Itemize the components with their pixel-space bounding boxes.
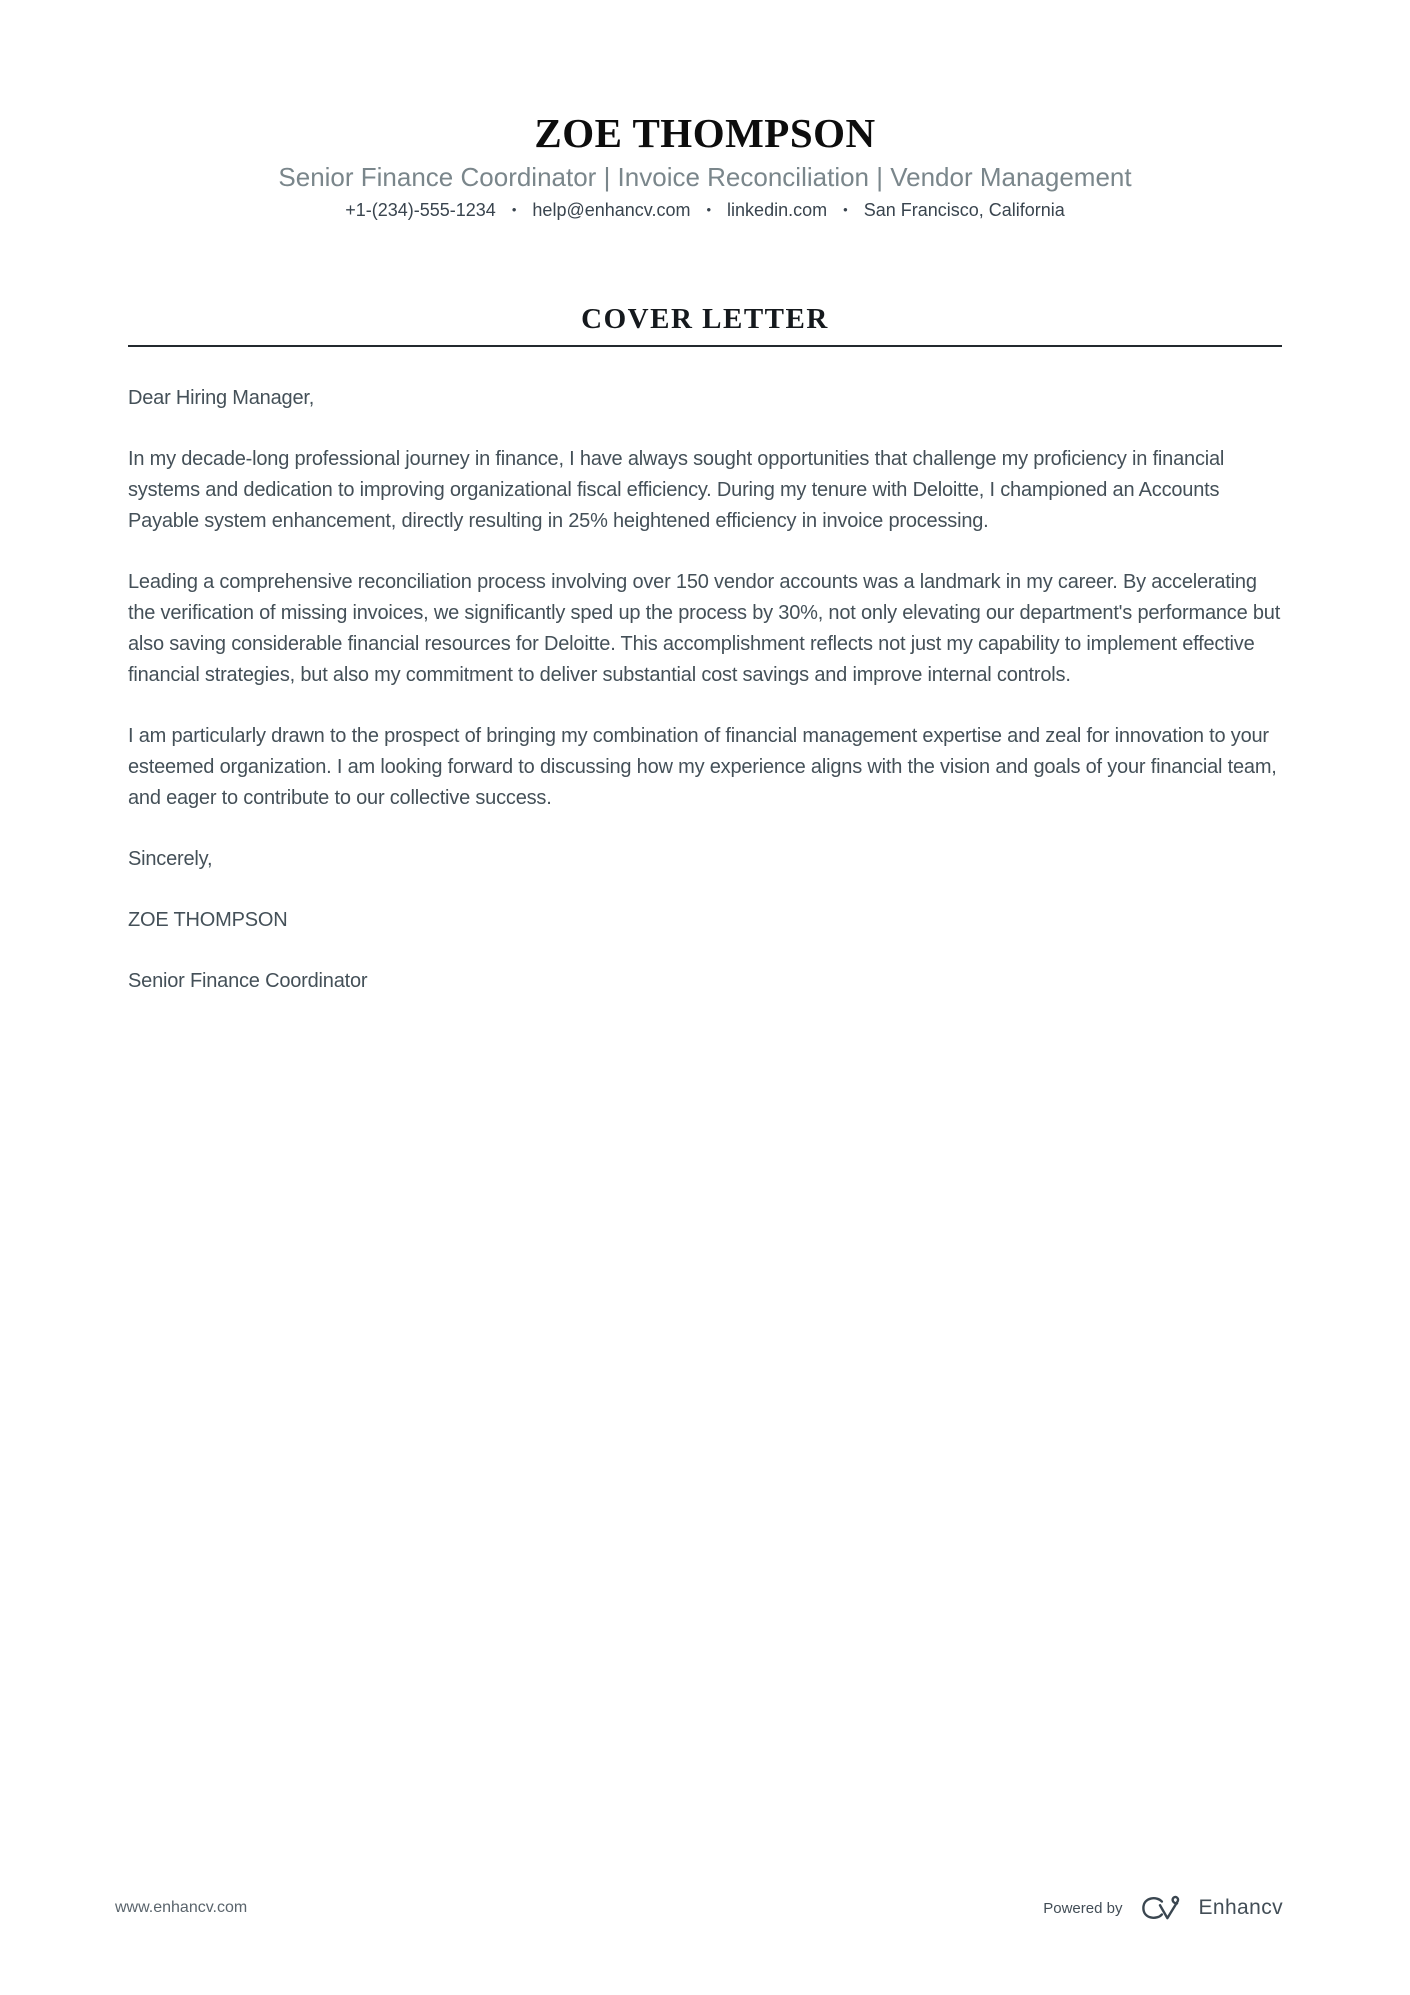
- contact-phone: +1-(234)-555-1234: [345, 200, 496, 220]
- contact-email: help@enhancv.com: [532, 200, 691, 220]
- bullet-separator-icon: •: [843, 202, 848, 217]
- contact-location: San Francisco, California: [863, 200, 1065, 220]
- candidate-headline: Senior Finance Coordinator | Invoice Reconciliation | Vendor Management: [278, 162, 1132, 192]
- candidate-name: ZOE THOMPSON: [534, 110, 876, 156]
- paragraph-1: In my decade-long professional journey in finance, I have always sought opportunities that challenge my proficiency in financial systems and dedication to improving organizational fiscal efficiency. During my tenure with Deloitte, I championed an Accounts Payable system enhancement, directly resulting in 25% heightened efficiency in invoice processing.: [128, 448, 1225, 532]
- contact-line: [0, 198, 1410, 222]
- footer: [0, 1893, 1410, 1923]
- signature-name: ZOE THOMPSON: [128, 909, 288, 931]
- cover-letter-section: [0, 302, 1410, 997]
- paragraph-2: Leading a comprehensive reconciliation process involving over 150 vendor accounts was a landmark in my career. By accelerating the verification of missing invoices, we significantly sped up the process by 30%, not only elevating our department's performance but also saving considerable financial resources for Deloitte. This accomplishment reflects not just my capability to implement effective financial strategies, but also my commitment to deliver substantial cost savings and improve internal controls.: [128, 571, 1281, 686]
- bullet-separator-icon: •: [511, 202, 517, 217]
- section-title: COVER LETTER: [581, 303, 829, 335]
- footer-website-link[interactable]: www.enhancv.com: [115, 1899, 248, 1916]
- powered-by-label: Powered by: [1043, 1899, 1123, 1917]
- section-divider: [128, 345, 1282, 347]
- bullet-separator-icon: •: [706, 202, 712, 217]
- letter-body: [128, 383, 1282, 997]
- powered-by-group[interactable]: [1043, 1893, 1283, 1923]
- closing: Sincerely,: [128, 848, 213, 870]
- header: [0, 0, 1410, 222]
- paragraph-3: I am particularly drawn to the prospect of bringing my combination of financial management expertise and zeal for innovation to your esteemed organization. I am looking forward to discussing how my experience aligns with the vision and goals of your financial team, and eager to contribute to our collective success.: [128, 725, 1277, 809]
- contact-link: linkedin.com: [727, 200, 828, 220]
- signature-title: Senior Finance Coordinator: [128, 970, 368, 992]
- enhancv-wordmark: Enhancv: [1198, 1896, 1283, 1919]
- enhancv-logo-icon: [1136, 1893, 1184, 1923]
- salutation: Dear Hiring Manager,: [128, 387, 315, 409]
